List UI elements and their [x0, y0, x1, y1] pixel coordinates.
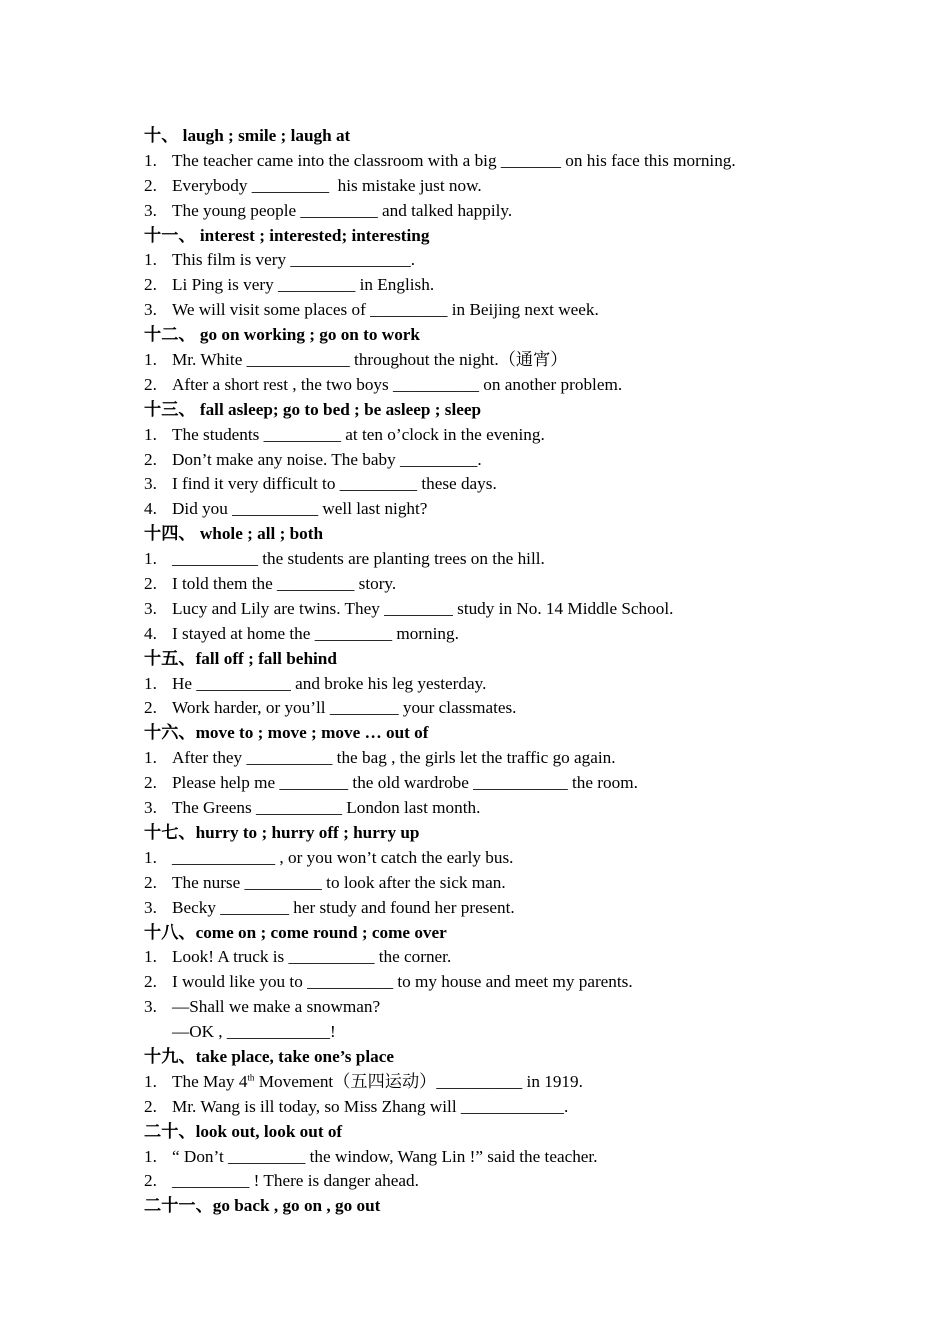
exercise-item: [144, 547, 844, 572]
item-text: I would like you to __________ to my house and meet my parents.: [172, 972, 633, 992]
item-number: 1.: [144, 1071, 157, 1091]
exercise-item: [144, 1070, 844, 1095]
item-text: Becky ________ her study and found her present.: [172, 897, 515, 917]
item-number: 3.: [144, 897, 157, 917]
exercise-item: [144, 1169, 844, 1194]
item-text: After a short rest , the two boys __________ on another problem.: [172, 374, 623, 394]
exercise-document: [144, 124, 844, 1219]
exercise-item: [144, 572, 844, 597]
section-heading: 十七、hurry to ; hurry off ; hurry up: [144, 822, 420, 842]
item-text: “ Don’t _________ the window, Wang Lin !” said the teacher.: [172, 1146, 598, 1166]
item-number: 3.: [144, 598, 157, 618]
item-text: Movement（五四运动）__________ in 1919.: [254, 1071, 583, 1091]
exercise-item: [144, 174, 844, 199]
exercise-item: [144, 497, 844, 522]
item-number: 3.: [144, 997, 157, 1017]
item-number: 1.: [144, 1146, 157, 1166]
item-number: 1.: [144, 424, 157, 444]
exercise-item: [144, 448, 844, 473]
item-continuation: —OK , ____________!: [172, 1022, 336, 1042]
item-number: 2.: [144, 574, 157, 594]
exercise-item: [144, 472, 844, 497]
section-heading: 十一、 interest ; interested; interesting: [144, 225, 430, 245]
item-text: Work harder, or you’ll ________ your classmates.: [172, 698, 517, 718]
exercise-item: [144, 672, 844, 697]
item-text: Mr. White ____________ throughout the night.（通宵）: [172, 350, 568, 370]
item-number: 3.: [144, 474, 157, 494]
item-text: ____________ , or you won’t catch the early bus.: [172, 847, 514, 867]
exercise-item: [144, 597, 844, 622]
section-heading: 二十、look out, look out of: [144, 1121, 343, 1141]
item-text: The Greens __________ London last month.: [172, 798, 481, 818]
item-text: The young people _________ and talked happily.: [172, 200, 513, 220]
item-text: Look! A truck is __________ the corner.: [172, 947, 452, 967]
item-number: 2.: [144, 872, 157, 892]
item-number: 2.: [144, 175, 157, 195]
exercise-item: [144, 199, 844, 224]
item-number: 1.: [144, 847, 157, 867]
section-heading: 二十一、go back , go on , go out: [144, 1196, 381, 1216]
exercise-item: [144, 771, 844, 796]
item-text: Mr. Wang is ill today, so Miss Zhang will ____________.: [172, 1096, 569, 1116]
exercise-item: [144, 995, 844, 1020]
item-text: The nurse _________ to look after the sick man.: [172, 872, 506, 892]
section-heading: 十八、come on ; come round ; come over: [144, 922, 447, 942]
section-heading: 十四、 whole ; all ; both: [144, 524, 324, 544]
exercise-item: [144, 622, 844, 647]
item-number: 1.: [144, 549, 157, 569]
item-text: This film is very ______________.: [172, 250, 416, 270]
item-text: I find it very difficult to _________ these days.: [172, 474, 497, 494]
item-text: _________ ! There is danger ahead.: [172, 1171, 419, 1191]
exercise-item: [144, 746, 844, 771]
item-text: After they __________ the bag , the girls let the traffic go again.: [172, 748, 616, 768]
item-number: 2.: [144, 1171, 157, 1191]
item-number: 1.: [144, 673, 157, 693]
exercise-item: [144, 248, 844, 273]
exercise-item: [144, 970, 844, 995]
exercise-item: [144, 896, 844, 921]
item-number: 1.: [144, 150, 157, 170]
item-text: The teacher came into the classroom with a big _______ on his face this morning.: [172, 150, 736, 170]
item-number: 2.: [144, 374, 157, 394]
item-text: Don’t make any noise. The baby _________.: [172, 449, 482, 469]
exercise-item: [144, 871, 844, 896]
section-heading: 十五、fall off ; fall behind: [144, 648, 337, 668]
item-number: 2.: [144, 275, 157, 295]
item-text: __________ the students are planting trees on the hill.: [172, 549, 545, 569]
item-number: 4.: [144, 623, 157, 643]
item-number: 2.: [144, 773, 157, 793]
item-text: Lucy and Lily are twins. They ________ study in No. 14 Middle School.: [172, 598, 674, 618]
section-heading: 十六、move to ; move ; move … out of: [144, 723, 429, 743]
item-number: 1.: [144, 748, 157, 768]
section-heading: 十九、take place, take one’s place: [144, 1046, 394, 1066]
item-text-prefix: The May 4: [172, 1071, 248, 1091]
item-text: —Shall we make a snowman?: [172, 997, 381, 1017]
exercise-item: [144, 1145, 844, 1170]
item-number: 3.: [144, 798, 157, 818]
item-text: He ___________ and broke his leg yesterday.: [172, 673, 487, 693]
exercise-item: [144, 149, 844, 174]
item-text: I stayed at home the _________ morning.: [172, 623, 459, 643]
item-text: Did you __________ well last night?: [172, 499, 428, 519]
item-number: 3.: [144, 300, 157, 320]
exercise-item: [144, 298, 844, 323]
item-number: 4.: [144, 499, 157, 519]
exercise-item: [144, 273, 844, 298]
item-text: We will visit some places of _________ in Beijing next week.: [172, 300, 599, 320]
section-heading: 十二、 go on working ; go on to work: [144, 325, 420, 345]
exercise-item: [144, 945, 844, 970]
item-text: Li Ping is very _________ in English.: [172, 275, 435, 295]
ordinal-superscript: th: [247, 1072, 255, 1083]
item-text: Everybody _________ his mistake just now.: [172, 175, 482, 195]
exercise-item: [144, 846, 844, 871]
exercise-item: [144, 423, 844, 448]
item-number: 3.: [144, 200, 157, 220]
item-number: 2.: [144, 698, 157, 718]
item-number: 1.: [144, 350, 157, 370]
exercise-item: [144, 373, 844, 398]
exercise-item: [144, 796, 844, 821]
item-text: I told them the _________ story.: [172, 574, 397, 594]
item-number: 1.: [144, 250, 157, 270]
exercise-item: [144, 696, 844, 721]
item-number: 2.: [144, 1096, 157, 1116]
exercise-item: [144, 1095, 844, 1120]
item-number: 1.: [144, 947, 157, 967]
item-number: 2.: [144, 449, 157, 469]
exercise-item: [144, 348, 844, 373]
section-heading: 十、 laugh ; smile ; laugh at: [144, 126, 351, 145]
item-number: 2.: [144, 972, 157, 992]
section-heading: 十三、 fall asleep; go to bed ; be asleep ; sleep: [144, 399, 482, 419]
item-text: The students _________ at ten o’clock in the evening.: [172, 424, 545, 444]
item-text: Please help me ________ the old wardrobe ___________ the room.: [172, 773, 638, 793]
